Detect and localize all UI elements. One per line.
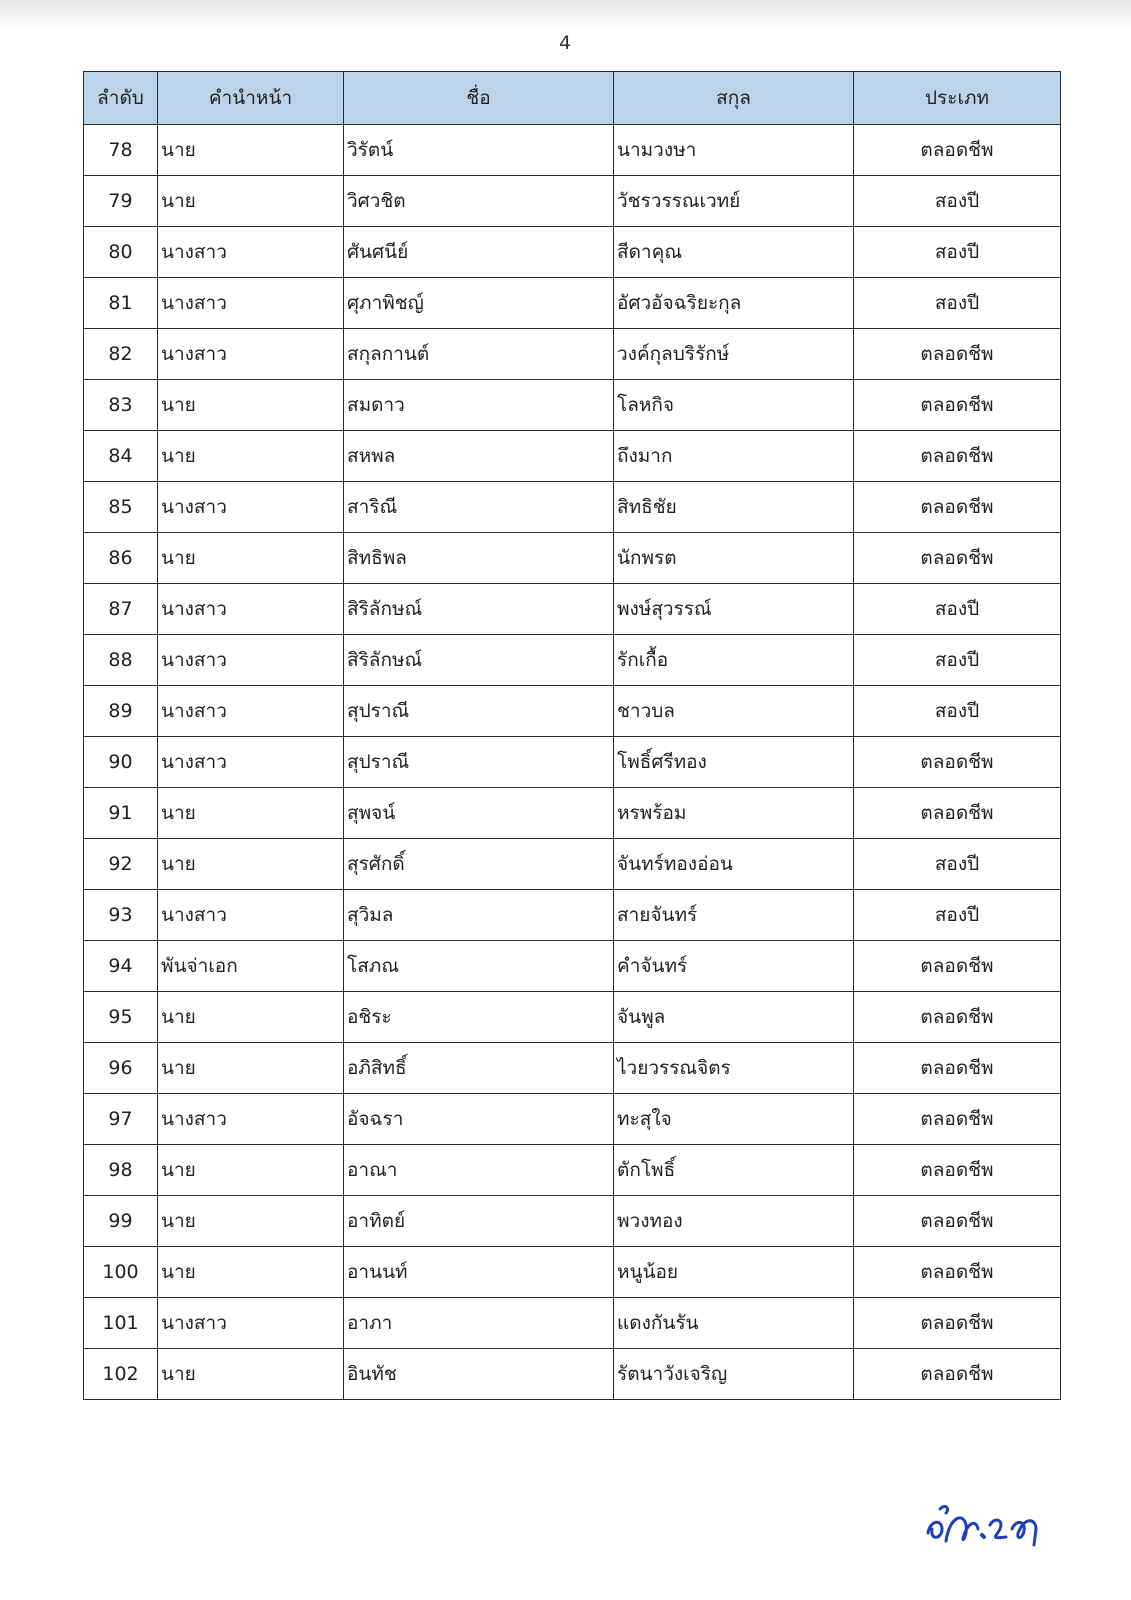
cell-type: ตลอดชีพ [854,737,1061,788]
cell-type: ตลอดชีพ [854,1196,1061,1247]
cell-first-name: วิรัตน์ [344,125,614,176]
header-first-name: ชื่อ [344,72,614,125]
cell-first-name: อชิระ [344,992,614,1043]
cell-last-name: จันพูล [614,992,854,1043]
cell-last-name: สิทธิชัย [614,482,854,533]
cell-prefix: นางสาว [158,686,344,737]
cell-type: ตลอดชีพ [854,788,1061,839]
cell-type: ตลอดชีพ [854,329,1061,380]
cell-no: 101 [84,1298,158,1349]
signature-stroke [1012,1521,1036,1545]
cell-type: สองปี [854,176,1061,227]
header-no: ลำดับ [84,72,158,125]
table-row [84,1349,1061,1400]
cell-type: ตลอดชีพ [854,992,1061,1043]
cell-no: 98 [84,1145,158,1196]
cell-prefix: นางสาว [158,1298,344,1349]
table-row [84,125,1061,176]
member-table [83,71,1061,1400]
cell-prefix: นาย [158,1247,344,1298]
cell-first-name: สาริณี [344,482,614,533]
table-row [84,482,1061,533]
cell-first-name: อาทิตย์ [344,1196,614,1247]
cell-prefix: นางสาว [158,635,344,686]
cell-prefix: พันจ่าเอก [158,941,344,992]
cell-first-name: สุปราณี [344,686,614,737]
cell-first-name: สุวิมล [344,890,614,941]
cell-prefix: นางสาว [158,227,344,278]
cell-no: 85 [84,482,158,533]
cell-type: สองปี [854,584,1061,635]
cell-no: 102 [84,1349,158,1400]
cell-first-name: อาภา [344,1298,614,1349]
signature-stroke [990,1520,1006,1538]
cell-no: 78 [84,125,158,176]
cell-last-name: วัชรวรรณเวทย์ [614,176,854,227]
table-row [84,890,1061,941]
table-row [84,941,1061,992]
cell-last-name: นามวงษา [614,125,854,176]
cell-first-name: อภิสิทธิ์ [344,1043,614,1094]
table-row [84,992,1061,1043]
cell-prefix: นาย [158,839,344,890]
cell-type: สองปี [854,635,1061,686]
cell-first-name: วิศวชิต [344,176,614,227]
cell-prefix: นางสาว [158,890,344,941]
cell-last-name: จันทร์ทองอ่อน [614,839,854,890]
cell-first-name: อัจฉรา [344,1094,614,1145]
cell-last-name: สีดาคุณ [614,227,854,278]
cell-prefix: นาย [158,125,344,176]
cell-last-name: รักเกื้อ [614,635,854,686]
cell-type: สองปี [854,890,1061,941]
cell-first-name: ศุภาพิชญ์ [344,278,614,329]
cell-type: ตลอดชีพ [854,482,1061,533]
scan-edge-shade [0,0,1131,30]
signature-stroke [946,1518,978,1541]
cell-first-name: อาณา [344,1145,614,1196]
cell-prefix: นางสาว [158,482,344,533]
cell-no: 87 [84,584,158,635]
cell-type: ตลอดชีพ [854,1094,1061,1145]
cell-last-name: โลหกิจ [614,380,854,431]
cell-no: 94 [84,941,158,992]
table-row [84,380,1061,431]
cell-prefix: นาย [158,1196,344,1247]
table-row [84,1043,1061,1094]
cell-type: สองปี [854,686,1061,737]
cell-last-name: ชาวบล [614,686,854,737]
table-row [84,329,1061,380]
cell-prefix: นางสาว [158,584,344,635]
cell-last-name: อัศวอัจฉริยะกุล [614,278,854,329]
cell-last-name: หนูน้อย [614,1247,854,1298]
cell-last-name: ถึงมาก [614,431,854,482]
cell-last-name: พงษ์สุวรรณ์ [614,584,854,635]
cell-prefix: นาย [158,380,344,431]
cell-no: 88 [84,635,158,686]
cell-last-name: นักพรต [614,533,854,584]
table-row [84,533,1061,584]
cell-last-name: ไวยวรรณจิตร [614,1043,854,1094]
cell-prefix: นาย [158,431,344,482]
signature-stroke [982,1535,984,1537]
cell-prefix: นาย [158,992,344,1043]
cell-no: 84 [84,431,158,482]
cell-no: 82 [84,329,158,380]
cell-first-name: อานนท์ [344,1247,614,1298]
cell-no: 83 [84,380,158,431]
header-prefix: คำนำหน้า [158,72,344,125]
cell-last-name: โพธิ์ศรีทอง [614,737,854,788]
table-row [84,686,1061,737]
cell-prefix: นาย [158,176,344,227]
table-row [84,227,1061,278]
cell-no: 100 [84,1247,158,1298]
cell-type: ตลอดชีพ [854,941,1061,992]
cell-type: ตลอดชีพ [854,1043,1061,1094]
cell-prefix: นางสาว [158,1094,344,1145]
cell-last-name: รัตนาวังเจริญ [614,1349,854,1400]
cell-type: สองปี [854,227,1061,278]
cell-no: 95 [84,992,158,1043]
cell-last-name: หรพร้อม [614,788,854,839]
cell-prefix: นาย [158,533,344,584]
header-last-name: สกุล [614,72,854,125]
table-row [84,839,1061,890]
cell-first-name: สิริลักษณ์ [344,584,614,635]
cell-no: 92 [84,839,158,890]
cell-type: ตลอดชีพ [854,125,1061,176]
cell-type: ตลอดชีพ [854,533,1061,584]
cell-first-name: สิริลักษณ์ [344,635,614,686]
header-type: ประเภท [854,72,1061,125]
table-row [84,1298,1061,1349]
table-row [84,1145,1061,1196]
header-row [84,72,1061,125]
cell-first-name: สกุลกานต์ [344,329,614,380]
cell-first-name: สุรศักดิ์ [344,839,614,890]
cell-last-name: ทะสุใจ [614,1094,854,1145]
cell-type: สองปี [854,839,1061,890]
table-row [84,431,1061,482]
table-row [84,278,1061,329]
cell-no: 80 [84,227,158,278]
signature-stroke [928,1506,948,1537]
cell-prefix: นางสาว [158,278,344,329]
cell-no: 81 [84,278,158,329]
cell-last-name: ตักโพธิ์ [614,1145,854,1196]
table-row [84,176,1061,227]
signature-mark [920,1495,1060,1555]
table-header [84,72,1061,125]
cell-type: ตลอดชีพ [854,1247,1061,1298]
cell-no: 89 [84,686,158,737]
cell-first-name: สมดาว [344,380,614,431]
cell-type: ตลอดชีพ [854,431,1061,482]
cell-prefix: นาย [158,1349,344,1400]
cell-prefix: นางสาว [158,329,344,380]
cell-type: ตลอดชีพ [854,1145,1061,1196]
cell-no: 91 [84,788,158,839]
cell-type: ตลอดชีพ [854,380,1061,431]
table-row [84,584,1061,635]
cell-last-name: พวงทอง [614,1196,854,1247]
table-row [84,737,1061,788]
cell-no: 86 [84,533,158,584]
cell-first-name: ศันศนีย์ [344,227,614,278]
cell-last-name: วงค์กุลบริรักษ์ [614,329,854,380]
cell-first-name: อินทัช [344,1349,614,1400]
cell-no: 93 [84,890,158,941]
cell-no: 97 [84,1094,158,1145]
cell-first-name: สหพล [344,431,614,482]
cell-first-name: สิทธิพล [344,533,614,584]
cell-prefix: นาย [158,1145,344,1196]
table-row [84,635,1061,686]
cell-first-name: โสภณ [344,941,614,992]
cell-no: 99 [84,1196,158,1247]
cell-last-name: สายจันทร์ [614,890,854,941]
cell-last-name: แดงกันรัน [614,1298,854,1349]
table-row [84,1196,1061,1247]
cell-no: 79 [84,176,158,227]
cell-prefix: นาย [158,1043,344,1094]
table-row [84,788,1061,839]
table-row [84,1247,1061,1298]
cell-last-name: คำจันทร์ [614,941,854,992]
cell-type: สองปี [854,278,1061,329]
table-row [84,1094,1061,1145]
table-body [84,125,1061,1400]
cell-prefix: นาย [158,788,344,839]
cell-type: ตลอดชีพ [854,1298,1061,1349]
cell-no: 96 [84,1043,158,1094]
cell-type: ตลอดชีพ [854,1349,1061,1400]
cell-first-name: สุปราณี [344,737,614,788]
page-number: 4 [558,32,572,54]
cell-first-name: สุพจน์ [344,788,614,839]
cell-no: 90 [84,737,158,788]
cell-prefix: นางสาว [158,737,344,788]
